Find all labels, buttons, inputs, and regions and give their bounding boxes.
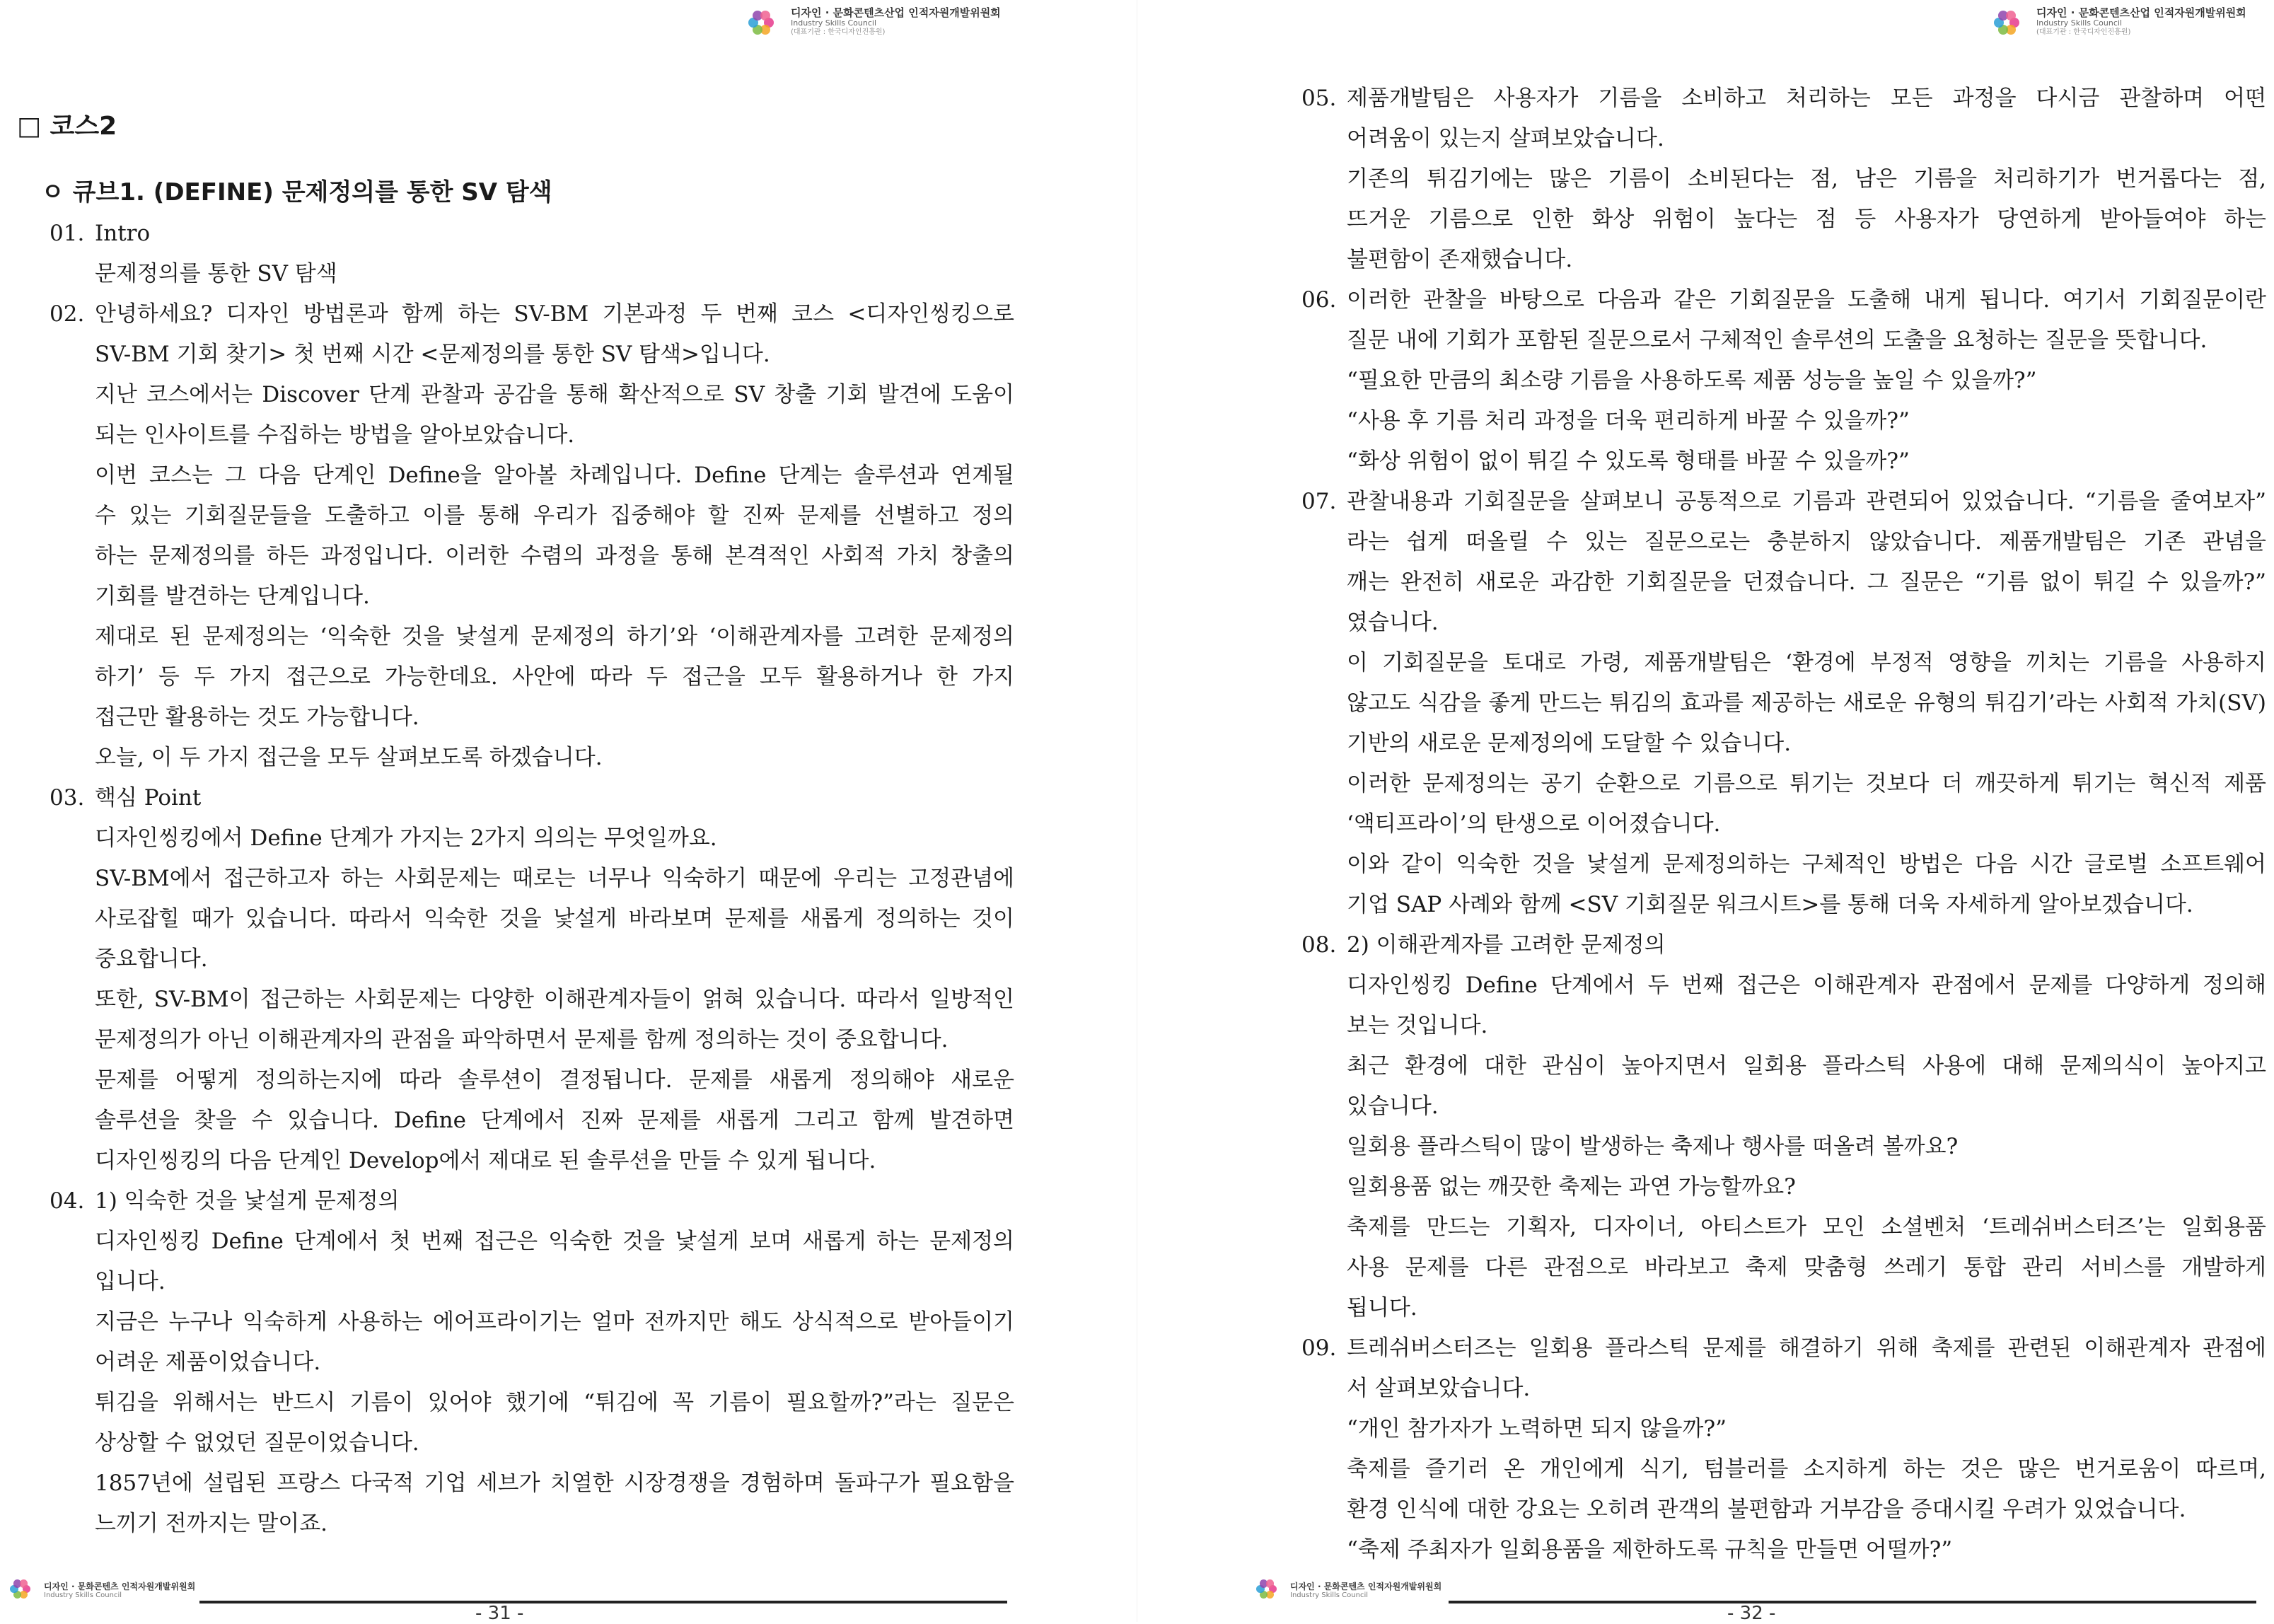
section-number: 03. <box>50 785 85 811</box>
paragraph <box>95 294 1014 375</box>
header-org-ko: 디자인 · 문화콘텐츠산업 인적자원개발위원회 <box>2036 6 2246 19</box>
paragraph <box>95 1222 1014 1302</box>
text-line: 안녕하세요? 디자인 방법론과 함께 하는 SV-BM 기본과정 두 번째 코스 <디자인씽킹으로 <box>95 301 1014 327</box>
isc-logo-icon <box>1988 7 2031 41</box>
section-number: 02. <box>50 301 85 327</box>
text-line: 일회용품 없는 깨끗한 축제는 과연 가능할까요? <box>1347 1174 1796 1200</box>
paragraph <box>95 214 1014 254</box>
text-line: “사용 후 기름 처리 과정을 더욱 편리하게 바꿀 수 있을까?” <box>1347 408 1910 434</box>
section-body <box>1347 482 2266 925</box>
paragraph <box>95 859 1014 980</box>
paragraph <box>95 980 1014 1060</box>
header-org-en: Industry Skills Council <box>2036 18 2123 28</box>
text-line: 디자인씽킹에서 Define 단계가 가지는 2가지 의의는 무엇일까요. <box>95 825 717 851</box>
paragraph <box>1347 1409 2266 1449</box>
section-number: 06. <box>1301 287 1337 313</box>
footer-rule <box>1449 1601 2256 1603</box>
text-line: 였습니다. <box>1347 610 1439 635</box>
logo-petal <box>20 1579 28 1587</box>
text-line: 튀김을 위해서는 반드시 기름이 있어야 했기에 “튀김에 꼭 기름이 필요할까?”라는 질문은 <box>95 1390 1014 1415</box>
paragraph <box>95 617 1014 738</box>
footer-org-en: Industry Skills Council <box>44 1591 122 1600</box>
section-number: 07. <box>1301 489 1337 514</box>
text-line: 있습니다. <box>1347 1094 1439 1119</box>
paragraph <box>95 254 1014 294</box>
text-line: 제품개발팀은 사용자가 기름을 소비하고 처리하는 모든 과정을 다시금 관찰하며 어떤 <box>1347 86 2266 111</box>
text-line: 사로잡힐 때가 있습니다. 따라서 익숙한 것을 낯설게 바라보며 문제를 새롭게 정의하는 것이 <box>95 906 1014 932</box>
paragraph <box>1347 1046 2266 1127</box>
text-line: 문제를 어떻게 정의하는지에 따라 솔루션이 결정됩니다. 문제를 새롭게 정의해야 새로운 <box>95 1067 1014 1093</box>
text-line: 트레쉬버스터즈는 일회용 플라스틱 문제를 해결하기 위해 축제를 관련된 이해관계자 관점에 <box>1347 1335 2266 1361</box>
paragraph <box>95 1302 1014 1383</box>
paragraph <box>95 456 1014 617</box>
paragraph <box>95 1463 1014 1544</box>
section-number: 05. <box>1301 86 1337 111</box>
paragraph <box>95 1383 1014 1463</box>
paragraph <box>1347 1167 2266 1207</box>
text-line: 하는 문제정의를 하든 과정입니다. 이러한 수렴의 과정을 통해 본격적인 사회적 가치 창출의 <box>95 543 1014 569</box>
text-line: 이러한 문제정의는 공기 순환으로 기름으로 튀기는 것보다 더 깨끗하게 튀기는 혁신적 제품 <box>1347 771 2266 796</box>
section-body <box>95 1181 1014 1544</box>
logo-petal <box>1266 1579 1274 1587</box>
text-line: 입니다. <box>95 1269 166 1294</box>
text-line: 기존의 튀김기에는 많은 기름이 소비된다는 점, 남은 기름을 처리하기가 번거롭다는 점, <box>1347 166 2266 192</box>
footer-rule <box>199 1601 1007 1603</box>
section-number: 09. <box>1301 1335 1337 1361</box>
footer-org-en: Industry Skills Council <box>1290 1591 1369 1600</box>
text-line: 제대로 된 문제정의는 ‘익숙한 것을 낯설게 문제정의 하기’와 ‘이해관계자를 고려한 문제정의 <box>95 624 1014 649</box>
paragraph <box>1347 643 2266 764</box>
paragraph <box>1347 361 2266 401</box>
text-line: 접근만 활용하는 것도 가능합니다. <box>95 704 419 730</box>
text-line: 사용 문제를 다른 관점으로 바라보고 축제 맞춤형 쓰레기 통합 관리 서비스를 개발하게 <box>1347 1255 2266 1280</box>
isc-footer-logo-icon <box>6 1577 40 1605</box>
text-line: 중요합니다. <box>95 946 208 972</box>
logo-petal <box>760 11 770 21</box>
text-line: 핵심 Point <box>95 785 202 811</box>
text-line: 또한, SV-BM이 접근하는 사회문제는 다양한 이해관계자들이 얽혀 있습니다. 따라서 일방적인 <box>95 987 1014 1012</box>
paragraph <box>1347 965 2266 1046</box>
paragraph <box>1347 1530 2266 1570</box>
text-line: 질문 내에 기회가 포함된 질문으로서 구체적인 솔루션의 도출을 요청하는 질문을 뜻합니다. <box>1347 327 2208 353</box>
paragraph <box>1347 482 2266 643</box>
paragraph <box>95 738 1014 778</box>
text-line: 되는 인사이트를 수집하는 방법을 알아보았습니다. <box>95 422 575 448</box>
paragraph <box>1347 441 2266 482</box>
text-line: 불편함이 존재했습니다. <box>1347 247 1573 272</box>
text-line: 디자인씽킹의 다음 단계인 Develop에서 제대로 된 솔루션을 만들 수 있게 됩니다. <box>95 1148 876 1173</box>
section-number: 04. <box>50 1188 85 1214</box>
paragraph <box>95 1181 1014 1222</box>
section-number: 01. <box>50 221 85 246</box>
paragraph <box>1347 159 2266 280</box>
paragraph <box>1347 925 2266 965</box>
text-line: 지금은 누구나 익숙하게 사용하는 에어프라이기는 얼마 전까지만 해도 상식적으로 받아들이기 <box>95 1309 1014 1335</box>
text-line: 환경 인식에 대한 강요는 오히려 관객의 불편함과 거부감을 증대시킬 우려가 있었습니다. <box>1347 1497 2186 1522</box>
paragraph <box>1347 1127 2266 1167</box>
text-line: SV-BM에서 접근하고자 하는 사회문제는 때로는 너무나 익숙하기 때문에 우리는 고정관념에 <box>95 866 1014 891</box>
header-org-sub: (대표기관 : 한국디자인진흥원) <box>791 28 886 36</box>
footer-org-ko: 디자인 · 문화콘텐츠 인적자원개발위원회 <box>1290 1581 1442 1591</box>
text-line: “개인 참가자가 노력하면 되지 않을까?” <box>1347 1416 1727 1442</box>
header-logo <box>1988 7 2246 41</box>
text-line: 뜨거운 기름으로 인한 화상 위험이 높다는 점 등 사용자가 당연하게 받아들여야 하는 <box>1347 207 2266 232</box>
text-line: 이 기회질문을 토대로 가령, 제품개발팀은 ‘환경에 부정적 영향을 끼치는 기름을 사용하지 <box>1347 650 2266 675</box>
paragraph <box>1347 280 2266 361</box>
text-line: 않고도 식감을 좋게 만드는 튀김의 효과를 제공하는 새로운 유형의 튀김기’라는 사회적 가치(SV) <box>1347 690 2266 716</box>
text-line: 축제를 만드는 기획자, 디자이너, 아티스트가 모인 소셜벤처 ‘트레쉬버스터즈’는 일회용품 <box>1347 1214 2266 1240</box>
text-line: 이러한 관찰을 바탕으로 다음과 같은 기회질문을 도출해 내게 됩니다. 여기서 기회질문이란 <box>1347 287 2266 313</box>
section-body <box>95 294 1014 778</box>
text-line: 어려운 제품이었습니다. <box>95 1350 321 1375</box>
header-org-sub: (대표기관 : 한국디자인진흥원) <box>2036 28 2131 36</box>
isc-footer-logo-icon <box>1252 1577 1286 1605</box>
paragraph <box>95 778 1014 818</box>
section-number: 08. <box>1301 932 1337 958</box>
footer-logo <box>1252 1577 1441 1605</box>
text-line: 1) 익숙한 것을 낯설게 문제정의 <box>95 1188 400 1214</box>
paragraph <box>1347 1207 2266 1328</box>
text-line: 일회용 플라스틱이 많이 발생하는 축제나 행사를 떠올려 볼까요? <box>1347 1134 1959 1159</box>
text-line: 관찰내용과 기회질문을 살펴보니 공통적으로 기름과 관련되어 있었습니다. “기름을 줄여보자” <box>1347 489 2266 514</box>
paragraph <box>1347 845 2266 925</box>
cube-title: ㅇ 큐브1. (DEFINE) 문제정의를 통한 SV 탐색 <box>41 178 552 207</box>
section-body <box>95 778 1014 1181</box>
text-line: 솔루션을 찾을 수 있습니다. Define 단계에서 진짜 문제를 새롭게 그리고 함께 발견하면 <box>95 1108 1014 1133</box>
text-line: 상상할 수 없었던 질문이었습니다. <box>95 1430 419 1456</box>
text-line: 어려움이 있는지 살펴보았습니다. <box>1347 126 1664 151</box>
text-line: 이번 코스는 그 다음 단계인 Define을 알아볼 차례입니다. Define 단계는 솔루션과 연계될 <box>95 463 1014 488</box>
text-line: 지난 코스에서는 Discover 단계 관찰과 공감을 통해 확산적으로 SV 창출 기회 발견에 도움이 <box>95 382 1014 407</box>
footer-logo <box>6 1577 195 1605</box>
text-line: 문제정의가 아닌 이해관계자의 관점을 파악하면서 문제를 함께 정의하는 것이 중요합니다. <box>95 1027 949 1052</box>
paragraph <box>1347 764 2266 845</box>
right-page <box>1137 0 2274 1622</box>
text-line: 문제정의를 통한 SV 탐색 <box>95 261 337 286</box>
section-body <box>1347 280 2266 482</box>
text-line: 디자인씽킹 Define 단계에서 첫 번째 접근은 익숙한 것을 낯설게 보며 새롭게 하는 문제정의 <box>95 1229 1014 1254</box>
section-body <box>1347 1328 2266 1570</box>
text-line: 서 살펴보았습니다. <box>1347 1376 1531 1401</box>
paragraph <box>1347 1449 2266 1530</box>
text-line: 기업 SAP 사례와 함께 <SV 기회질문 워크시트>를 통해 더욱 자세하게 알아보겠습니다. <box>1347 892 2193 917</box>
text-line: 최근 환경에 대한 관심이 높아지면서 일회용 플라스틱 사용에 대해 문제의식이 높아지고 <box>1347 1053 2266 1079</box>
text-line: 하기’ 등 두 가지 접근으로 가능한데요. 사안에 따라 두 접근을 모두 활용하거나 한 가지 <box>95 664 1014 690</box>
text-line: 수 있는 기회질문들을 도출하고 이를 통해 우리가 집중해야 할 진짜 문제를 선별하고 정의 <box>95 503 1014 528</box>
text-line: 깨는 완전히 새로운 과감한 기회질문을 던졌습니다. 그 질문은 “기름 없이 튀길 수 있을까?” <box>1347 569 2266 595</box>
isc-logo-icon <box>743 7 785 41</box>
paragraph <box>95 1060 1014 1181</box>
text-line: 1857년에 설립된 프랑스 다국적 기업 세브가 치열한 시장경쟁을 경험하며 돌파구가 필요함을 <box>95 1471 1014 1496</box>
text-line: 기반의 새로운 문제정의에 도달할 수 있습니다. <box>1347 731 1792 756</box>
text-line: Intro <box>95 221 151 246</box>
section-body <box>1347 925 2266 1328</box>
header-logo <box>743 7 1001 41</box>
text-line: SV-BM 기회 찾기> 첫 번째 시간 <문제정의를 통한 SV 탐색>입니다. <box>95 342 770 367</box>
paragraph <box>1347 79 2266 159</box>
text-line: 느끼기 전까지는 말이죠. <box>95 1511 328 1536</box>
paragraph <box>95 375 1014 456</box>
text-line: 기회를 발견하는 단계입니다. <box>95 584 370 609</box>
text-line: 보는 것입니다. <box>1347 1013 1488 1038</box>
page-number: - 31 - <box>475 1603 524 1624</box>
text-line: ‘액티프라이’의 탄생으로 이어졌습니다. <box>1347 811 1721 837</box>
text-line: 이와 같이 익숙한 것을 낯설게 문제정의하는 구체적인 방법은 다음 시간 글로벌 소프트웨어 <box>1347 852 2266 877</box>
header-org-en: Industry Skills Council <box>791 18 877 28</box>
section-body <box>95 214 1014 294</box>
course-title: □ 코스2 <box>17 112 117 141</box>
text-line: 오늘, 이 두 가지 접근을 모두 살펴보도록 하겠습니다. <box>95 745 603 770</box>
text-line: 라는 쉽게 떠올릴 수 있는 질문으로는 충분하지 않았습니다. 제품개발팀은 기존 관념을 <box>1347 529 2266 555</box>
text-line: “화상 위험이 없이 튀길 수 있도록 형태를 바꿀 수 있을까?” <box>1347 448 1910 474</box>
paragraph <box>1347 1328 2266 1409</box>
left-page <box>0 0 1137 1622</box>
header-org-ko: 디자인 · 문화콘텐츠산업 인적자원개발위원회 <box>791 6 1001 19</box>
text-line: 축제를 즐기러 온 개인에게 식기, 텀블러를 소지하게 하는 것은 많은 번거로움이 따르며, <box>1347 1456 2266 1482</box>
page-number: - 32 - <box>1727 1603 1776 1624</box>
text-line: 됩니다. <box>1347 1295 1417 1321</box>
paragraph <box>1347 401 2266 441</box>
section-body <box>1347 79 2266 280</box>
footer-org-ko: 디자인 · 문화콘텐츠 인적자원개발위원회 <box>44 1581 196 1591</box>
text-line: “필요한 만큼의 최소량 기름을 사용하도록 제품 성능을 높일 수 있을까?” <box>1347 368 2037 393</box>
text-line: “축제 주최자가 일회용품을 제한하도록 규칙을 만들면 어떨까?” <box>1347 1537 1953 1562</box>
paragraph <box>95 818 1014 859</box>
text-line: 2) 이해관계자를 고려한 문제정의 <box>1347 932 1666 958</box>
logo-petal <box>2006 11 2016 21</box>
text-line: 디자인씽킹 Define 단계에서 두 번째 접근은 이해관계자 관점에서 문제를 다양하게 정의해 <box>1347 973 2266 998</box>
